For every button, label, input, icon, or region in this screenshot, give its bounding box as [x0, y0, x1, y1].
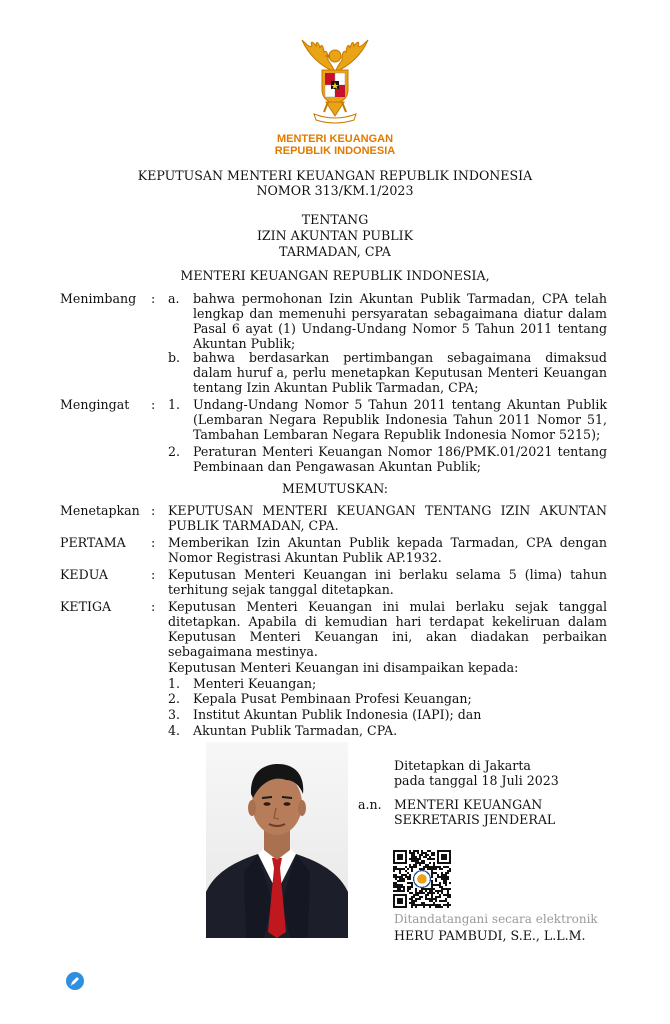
menetapkan-label: Menetapkan: [60, 503, 140, 518]
distribution-1-text: Menteri Keuangan;: [193, 676, 317, 691]
menimbang-label: Menimbang: [60, 291, 137, 306]
kedua-colon: :: [151, 567, 156, 582]
esign-note: Ditandatangani secara elektronik: [394, 912, 598, 926]
ketiga-label: KETIGA: [60, 599, 112, 614]
menimbang-a-num: a.: [168, 291, 180, 306]
mengingat-2-num: 2.: [168, 444, 181, 459]
distribution-1-num: 1.: [168, 676, 181, 691]
distribution-4-text: Akuntan Publik Tarmadan, CPA.: [193, 723, 398, 738]
subject-line-2: TARMADAN, CPA: [279, 244, 391, 259]
pertama-label: PERTAMA: [60, 535, 126, 550]
distribution-2-text: Kepala Pusat Pembinaan Profesi Keuangan;: [193, 691, 472, 706]
logo-line-2: REPUBLIK INDONESIA: [274, 145, 396, 157]
menimbang-colon: :: [151, 291, 156, 306]
menetapkan-colon: :: [151, 503, 156, 518]
menimbang-b-num: b.: [168, 350, 181, 365]
menimbang-a-text: bahwa permohonan Izin Akuntan Publik Tarmadan, CPA telah lengkap dan memenuhi persyaratan sebagaimana diatur dalam Pasal 6 ayat (1) Undang-Undang Nomor 5 Tahun 2011 tentang Akuntan Publik;: [193, 291, 607, 351]
document-title: KEPUTUSAN MENTERI KEUANGAN REPUBLIK INDONESIA: [137, 168, 533, 183]
mengingat-1-text: Undang-Undang Nomor 5 Tahun 2011 tentang Akuntan Publik (Lembaran Negara Republik Indonesia Tahun 2011 Nomor 51, Tambahan Lembaran Negara Republik Indonesia Nomor 5215);: [193, 397, 607, 442]
pertama-text: Memberikan Izin Akuntan Publik kepada Tarmadan, CPA dengan Nomor Registrasi Akuntan Publik AP.1932.: [168, 535, 607, 565]
distribution-3-text: Institut Akuntan Publik Indonesia (IAPI); dan: [193, 707, 482, 722]
menimbang-b-text: bahwa berdasarkan pertimbangan sebagaimana dimaksud dalam huruf a, perlu menetapkan Keputusan Menteri Keuangan tentang Izin Akuntan Publik Tarmadan, CPA;: [193, 350, 607, 395]
sign-an: a.n.: [358, 797, 382, 812]
distribution-intro: Keputusan Menteri Keuangan ini disampaikan kepada:: [168, 660, 519, 675]
sign-position-2: SEKRETARIS JENDERAL: [394, 812, 556, 827]
authority-line: MENTERI KEUANGAN REPUBLIK INDONESIA,: [180, 268, 490, 283]
pertama-colon: :: [151, 535, 156, 550]
qr-code-icon: [393, 850, 451, 908]
mengingat-colon: :: [151, 397, 156, 412]
garuda-emblem-icon: [290, 36, 380, 126]
logo-line-1: MENTERI KEUANGAN: [276, 133, 394, 145]
memutuskan-heading: MEMUTUSKAN:: [281, 481, 389, 496]
sign-position-1: MENTERI KEUANGAN: [394, 797, 543, 812]
signer-name: HERU PAMBUDI, S.E., L.L.M.: [394, 928, 586, 943]
person-portrait-photo: [206, 742, 348, 938]
menetapkan-text: KEPUTUSAN MENTERI KEUANGAN TENTANG IZIN AKUNTAN PUBLIK TARMADAN, CPA.: [168, 503, 607, 533]
ketiga-text: Keputusan Menteri Keuangan ini mulai berlaku sejak tanggal ditetapkan. Apabila di kemudian hari terdapat kekeliruan dalam Keputusan Menteri Keuangan ini, akan diadakan perbaikan sebagaimana mestinya.: [168, 599, 607, 659]
distribution-4-num: 4.: [168, 723, 181, 738]
mengingat-1-num: 1.: [168, 397, 181, 412]
subject-line-1: IZIN AKUNTAN PUBLIK: [256, 228, 414, 243]
sign-place: Ditetapkan di Jakarta: [394, 758, 531, 773]
mengingat-2-text: Peraturan Menteri Keuangan Nomor 186/PMK.01/2021 tentang Pembinaan dan Pengawasan Akuntan Publik;: [193, 444, 607, 474]
kedua-label: KEDUA: [60, 567, 109, 582]
distribution-2-num: 2.: [168, 691, 181, 706]
sign-date: pada tanggal 18 Juli 2023: [394, 773, 559, 788]
distribution-3-num: 3.: [168, 707, 181, 722]
document-number: NOMOR 313/KM.1/2023: [256, 183, 414, 198]
ketiga-colon: :: [151, 599, 156, 614]
mengingat-label: Mengingat: [60, 397, 130, 412]
edit-pen-icon[interactable]: [66, 972, 84, 990]
about-label: TENTANG: [301, 212, 369, 227]
kedua-text: Keputusan Menteri Keuangan ini berlaku selama 5 (lima) tahun terhitung sejak tanggal ditetapkan.: [168, 567, 607, 597]
